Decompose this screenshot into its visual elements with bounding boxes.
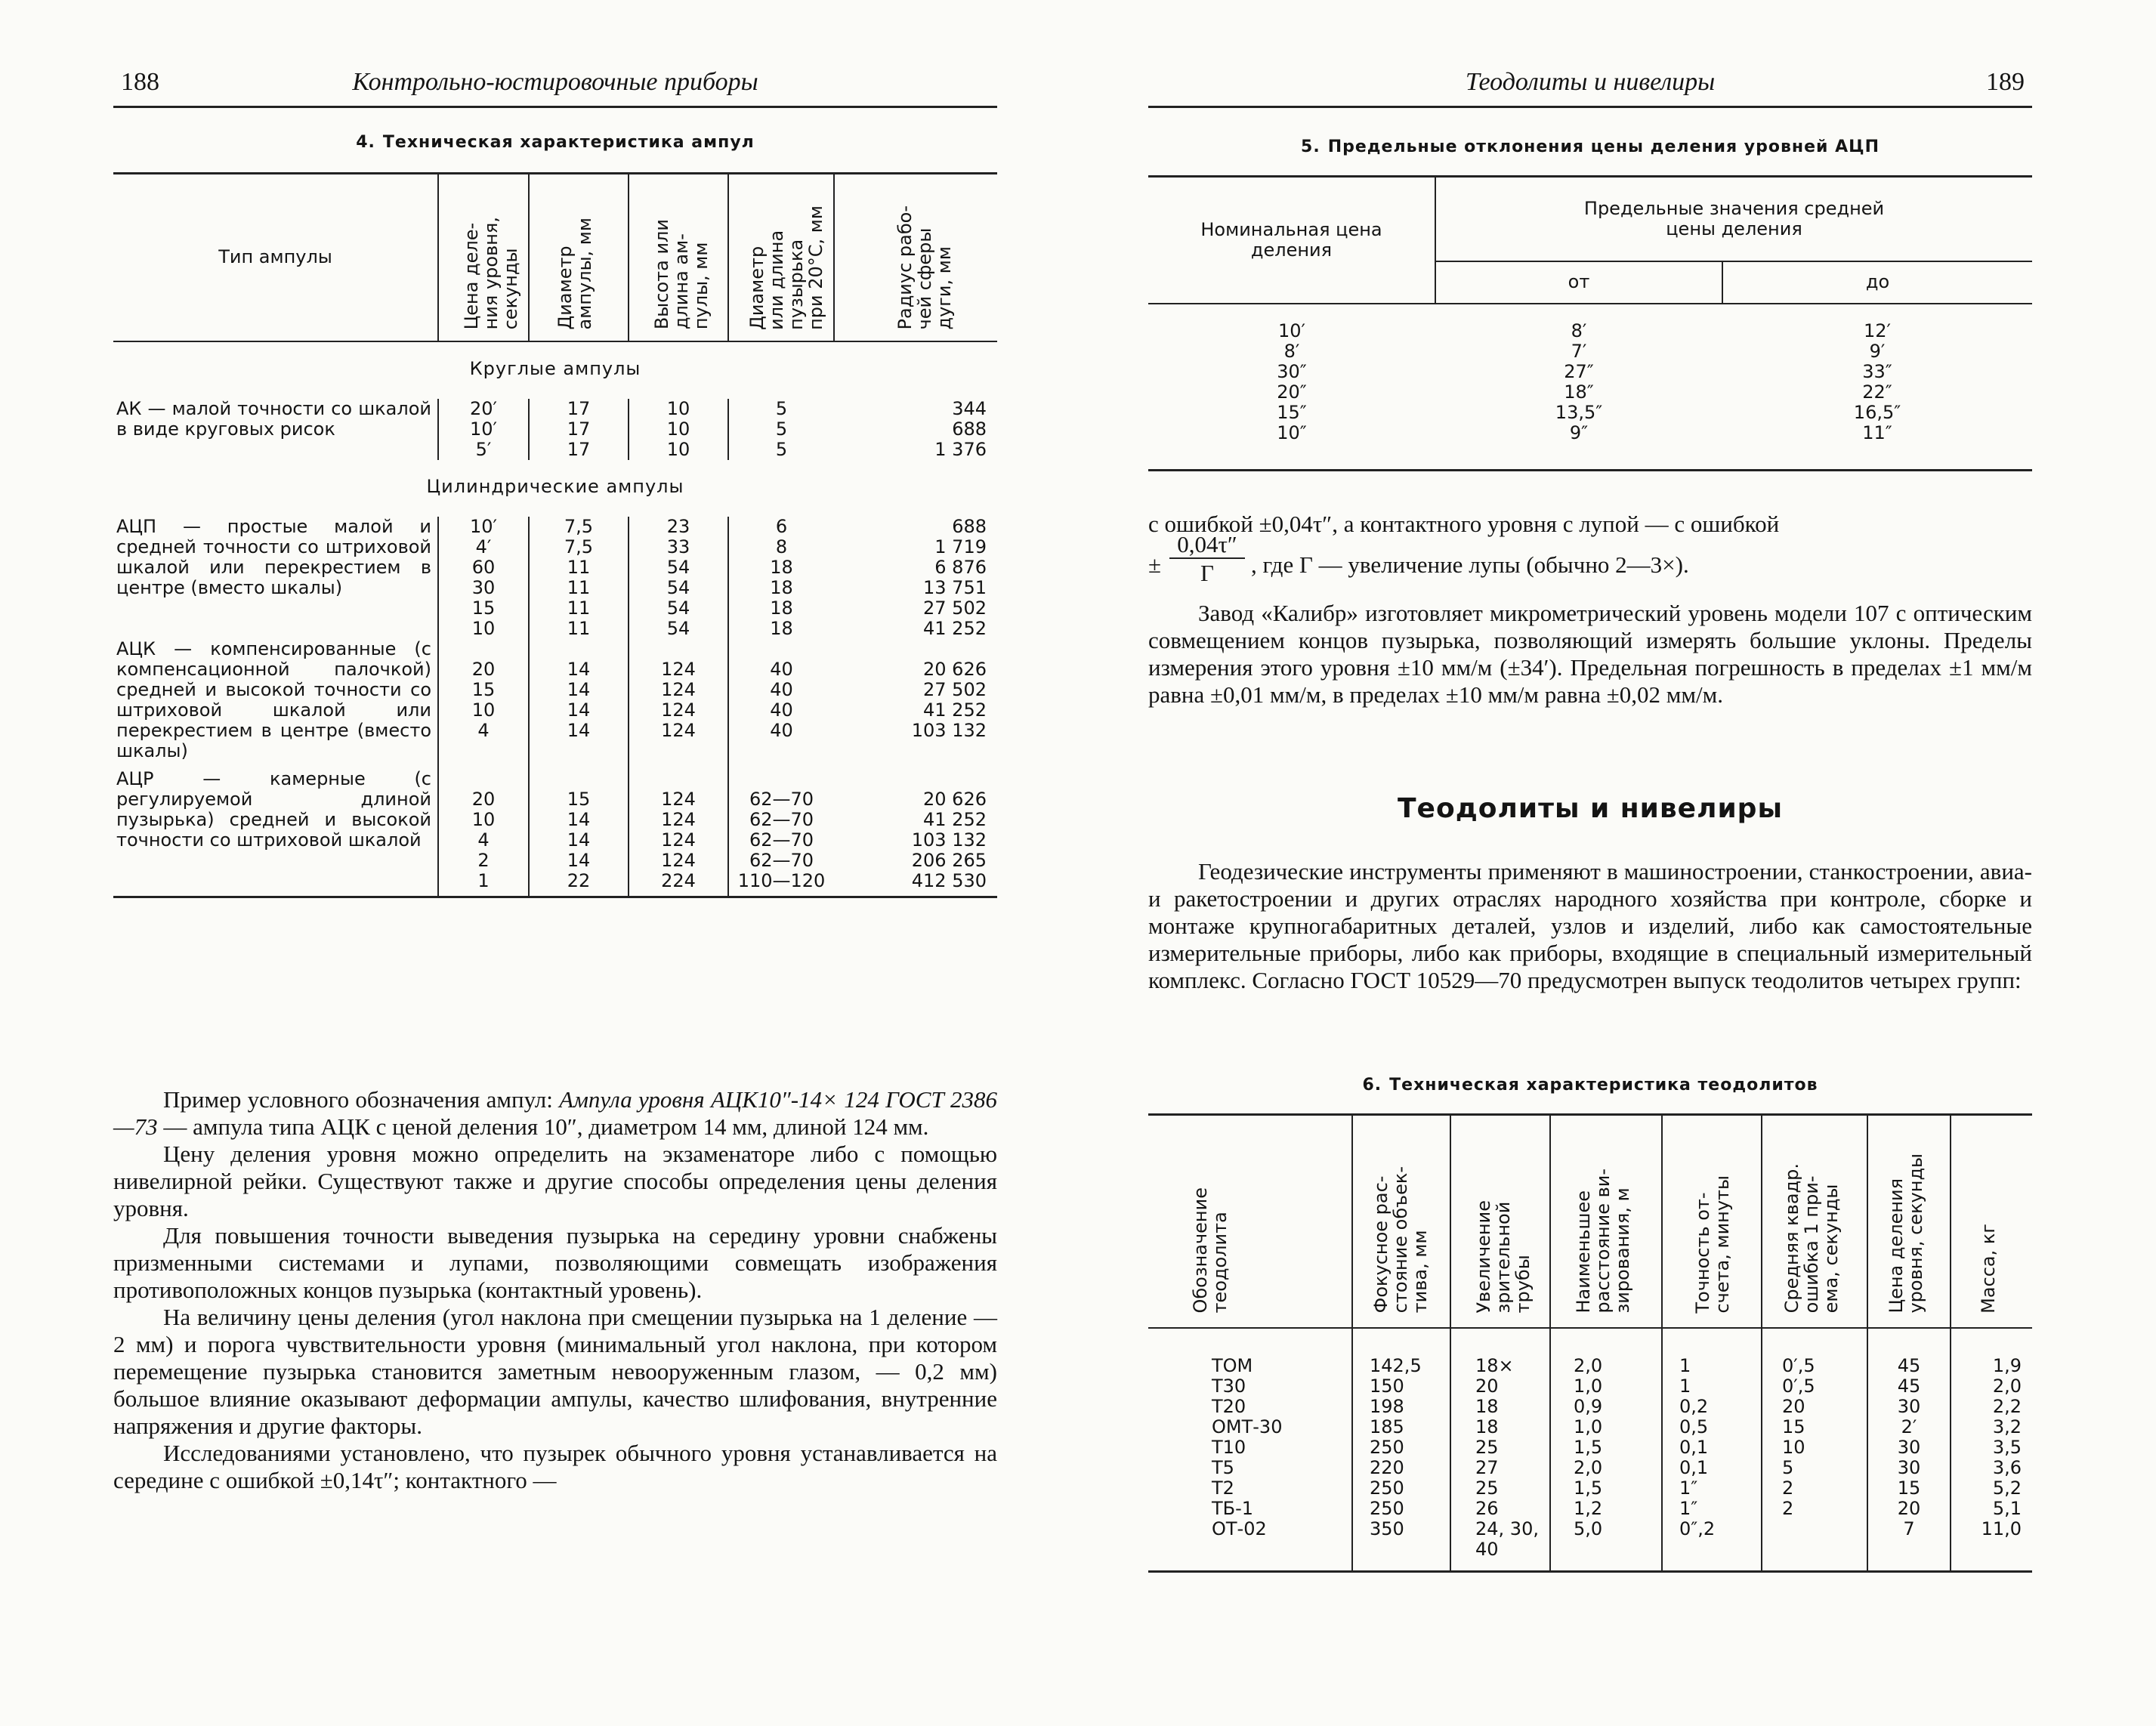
table5 [1148, 175, 2032, 471]
left-para-5: Исследованиями установлено, что пузырек обычного уровня устанавливается на середине с ошибкой ±0,14τ″; контактного — [113, 1440, 997, 1493]
table6-header-name: Обозначение теодолита [1190, 1187, 1231, 1314]
left-para-1-lead: Пример условного обозначения ампул: [163, 1086, 560, 1113]
table4-row-ak [113, 399, 997, 460]
ack-price: 20 15 10 4 [438, 639, 529, 769]
section-round-label: Круглые ампулы [469, 357, 641, 379]
formula-plus-minus: ± [1148, 551, 1162, 578]
page-number-right: 189 [1986, 68, 2025, 96]
left-para-4: На величину цены деления (угол наклона при смещении пузырька на 1 деление — 2 мм) и порога чувствительности уровня (минимальный угол наклона, при котором перемещение пузырька становится заметным невооруженным глазом, — 0,2 мм) большое влияние оказывают деформации ампулы, качество шлифования, внутренние напряжения и другие факторы. [113, 1304, 997, 1439]
table4-row-ack [113, 639, 997, 769]
table5-caption-title: Предельные отклонения цены деления уровней АЦП [1327, 137, 1880, 156]
ak-bubble: 5 5 5 [728, 399, 834, 460]
table6-col-accuracy: 1 1 0,2 0,5 0,1 0,1 1″ 1″ 0″,2 [1662, 1328, 1762, 1572]
right-para-3: Геодезические инструменты применяют в машиностроении, станкостроении, авиа- и ракетостроении и других отраслях народного хозяйства при контроле, сборке и монтаже крупногабаритных деталей, узлов и изделий, либо как самостоятельные измерительные приборы, либо как приборы, входящие в специальный измерительный комплекс. Согласно ГОСТ 10529—70 предусмотрен выпуск теодолитов четырех групп: [1148, 858, 2032, 993]
table6-col-min-distance: 2,0 1,0 0,9 1,0 1,5 2,0 1,5 1,2 5,0 [1550, 1328, 1662, 1572]
ack-diameter: 14 14 14 14 [529, 639, 629, 769]
table5-header-to: до [1722, 261, 2032, 304]
acp-radius: 688 1 719 6 876 13 751 27 502 41 252 [923, 515, 987, 639]
right-body-text-1 [1148, 511, 2032, 709]
right-para-1a: с ошибкой ±0,04τ″, а контактного уровня с лупой — с ошибкой [1148, 511, 1780, 537]
ak-radius: 344 688 1 376 [934, 397, 987, 460]
right-para-2: Завод «Калибр» изготовляет микрометрический уровень модели 107 с оптическим совмещением концов пузырька, позволяющий измерять большие уклоны. Пределы измерения этого уровня ±10 мм/м (±34′). Предельная погрешность в пределах ±1 мм/м равна ±0,01 мм/м, в пределах ±10 мм/м равна ±0,02 мм/м. [1148, 600, 2032, 708]
ampule-type-acp: АЦП — простые малой и средней точности со штриховой шкалой или перекрестием в центре (вместо шкалы) [116, 515, 431, 598]
left-para-1-italic: Ампула уровня АЦК10″-14× 124 ГОСТ 2386—73 [113, 1086, 998, 1140]
table5-header-from: от [1435, 261, 1722, 304]
table5-header-limits: Предельные значения средней цены деления [1435, 177, 2032, 261]
table4-header-height: Высота или длина ам- пулы, мм [651, 219, 712, 330]
table6-header-mass: Масса, кг [1978, 1223, 1999, 1314]
left-para-3: Для повышения точности выведения пузырька на середину уровни снабжены призменными системами и лупами, позволяющими совмещать изображения противоположных концов пузырька (контактный уровень). [113, 1222, 997, 1303]
table6-header-row [1148, 1115, 2032, 1328]
table6-col-error: 0′,5 0′,5 20 15 10 5 2 2 [1762, 1328, 1867, 1572]
table5-header-nominal: Номинальная цена деления [1148, 177, 1435, 304]
left-page [113, 0, 997, 1726]
table4-header-diameter: Диаметр ампулы, мм [554, 218, 595, 330]
table4-header-row [113, 174, 997, 341]
table5-nominal-values: 10′ 8′ 30″ 20″ 15″ 10″ [1277, 320, 1307, 443]
table5-body-row [1148, 304, 2032, 471]
acr-price: 20 10 4 2 1 [438, 769, 529, 897]
table6-col-focal: 142,5 150 198 185 250 220 250 250 350 [1352, 1328, 1450, 1572]
ampule-type-acr: АЦР — камерные (с регулируемой длиной пузырька) средней и высокой точности со штриховой шкалой [116, 767, 431, 851]
table6-header-error: Средняя квадр. ошибка 1 при- ема, секунды [1781, 1163, 1842, 1314]
acr-diameter: 15 14 14 14 22 [529, 769, 629, 897]
acp-price: 10′ 4′ 60 30 15 10 [438, 517, 529, 639]
left-running-head [113, 68, 997, 108]
table4-header-type: Тип ампулы [218, 246, 332, 268]
table6-header-min-distance: Наименьшее расстояние ви- зирования, м [1573, 1168, 1633, 1314]
table5-caption-num: 5. [1301, 137, 1320, 156]
right-para-1-formula [1148, 531, 2032, 586]
left-body-text [113, 1086, 997, 1494]
ampule-type-ack: АЦК — компенсированные (с компенсационной палочкой) средней и высокой точности со штриховой шкалой или перекрестием в центре (вместо шкалы) [116, 638, 431, 761]
table4-header-price: Цена деле- ния уровня, секунды [461, 217, 521, 330]
right-running-head [1148, 68, 2032, 108]
formula-numerator: 0,04τ″ [1169, 532, 1245, 559]
table4-section-cyl [113, 460, 997, 517]
section-heading: Теодолиты и нивелиры [1397, 793, 1784, 824]
page-number-left: 188 [121, 68, 159, 96]
acr-radius: 20 626 41 252 103 132 206 265 412 530 [911, 788, 987, 891]
ack-bubble: 40 40 40 40 [728, 639, 834, 769]
formula-denominator: Г [1200, 560, 1214, 586]
table4 [113, 172, 997, 898]
table4-caption-title: Техническая характеристика ампул [382, 133, 755, 152]
table5-from-values: 8′ 7′ 27″ 18″ 13,5″ 9″ [1555, 320, 1603, 443]
ak-diameter: 17 17 17 [529, 399, 629, 460]
table6-caption-num: 6. [1362, 1076, 1382, 1095]
table4-caption-num: 4. [356, 133, 375, 152]
table6-header-accuracy: Точность от- счета, минуты [1692, 1175, 1733, 1314]
left-para-1 [113, 1086, 997, 1141]
ampule-type-ak: АК — малой точности со шкалой в виде круговых рисок [116, 397, 431, 440]
table4-row-acp [113, 517, 997, 639]
running-title-right: Теодолиты и нивелиры [1465, 68, 1716, 96]
table5-to-values: 12′ 9′ 33″ 22″ 16,5″ 11″ [1853, 320, 1901, 443]
table6-col-mass: 1,9 2,0 2,2 3,2 3,5 3,6 5,2 5,1 11,0 [1951, 1328, 2032, 1572]
table6-body-row [1148, 1328, 2032, 1572]
acp-height: 23 33 54 54 54 54 [629, 517, 728, 639]
table4-caption [113, 133, 997, 152]
table5-caption [1148, 137, 2032, 156]
table6-header-focal: Фокусное рас- стояние объек- тива, мм [1370, 1166, 1431, 1314]
left-para-1-tail: — ампула типа АЦК с ценой деления 10″, диаметром 14 мм, длиной 124 мм. [157, 1113, 929, 1140]
table6-col-name: ТОМ Т30 Т20 ОМТ-30 Т10 Т5 Т2 ТБ-1 ОТ-02 [1212, 1354, 1283, 1539]
table4-section-round [113, 341, 997, 399]
ack-height: 124 124 124 124 [629, 639, 728, 769]
table4-row-acr [113, 769, 997, 897]
table4-header-radius: Радиус рабо- чей сферы дуги, мм [894, 205, 955, 330]
table6 [1148, 1113, 2032, 1573]
running-title-left: Контрольно-юстировочные приборы [352, 68, 758, 96]
right-body-text-2 [1148, 858, 2032, 994]
right-page [1148, 0, 2032, 1726]
ack-radius: 20 626 27 502 41 252 103 132 [911, 658, 987, 741]
acr-height: 124 124 124 124 224 [629, 769, 728, 897]
table5-header-row1 [1148, 177, 2032, 261]
table6-col-level: 45 45 30 2′ 30 30 15 20 7 [1867, 1328, 1951, 1572]
table6-header-zoom: Увеличение зрительной трубы [1473, 1200, 1534, 1314]
table6-caption-title: Техническая характеристика теодолитов [1389, 1076, 1818, 1095]
section-cyl-label: Цилиндрические ампулы [426, 475, 684, 497]
table4-header-bubble: Диаметр или длина пузырька при 20°С, мм [746, 205, 826, 330]
acp-diameter: 7,5 7,5 11 11 11 11 [529, 517, 629, 639]
table6-header-level: Цена деления уровня, секунды [1886, 1153, 1926, 1314]
table6-caption [1148, 1076, 2032, 1095]
table6-col-zoom: 18× 20 18 18 25 27 25 26 24, 30, 40 [1450, 1328, 1550, 1572]
acr-bubble: 62—70 62—70 62—70 62—70 110—120 [728, 769, 834, 897]
left-para-2: Цену деления уровня можно определить на экзаменаторе либо с помощью нивелирной рейки. Существуют также и другие способы определения цены деления уровня. [113, 1141, 997, 1221]
ak-height: 10 10 10 [629, 399, 728, 460]
right-para-1b: , где Г — увеличение лупы (обычно 2—3×). [1251, 551, 1689, 578]
acp-bubble: 6 8 18 18 18 18 [728, 517, 834, 639]
ak-price: 20′ 10′ 5′ [438, 399, 529, 460]
